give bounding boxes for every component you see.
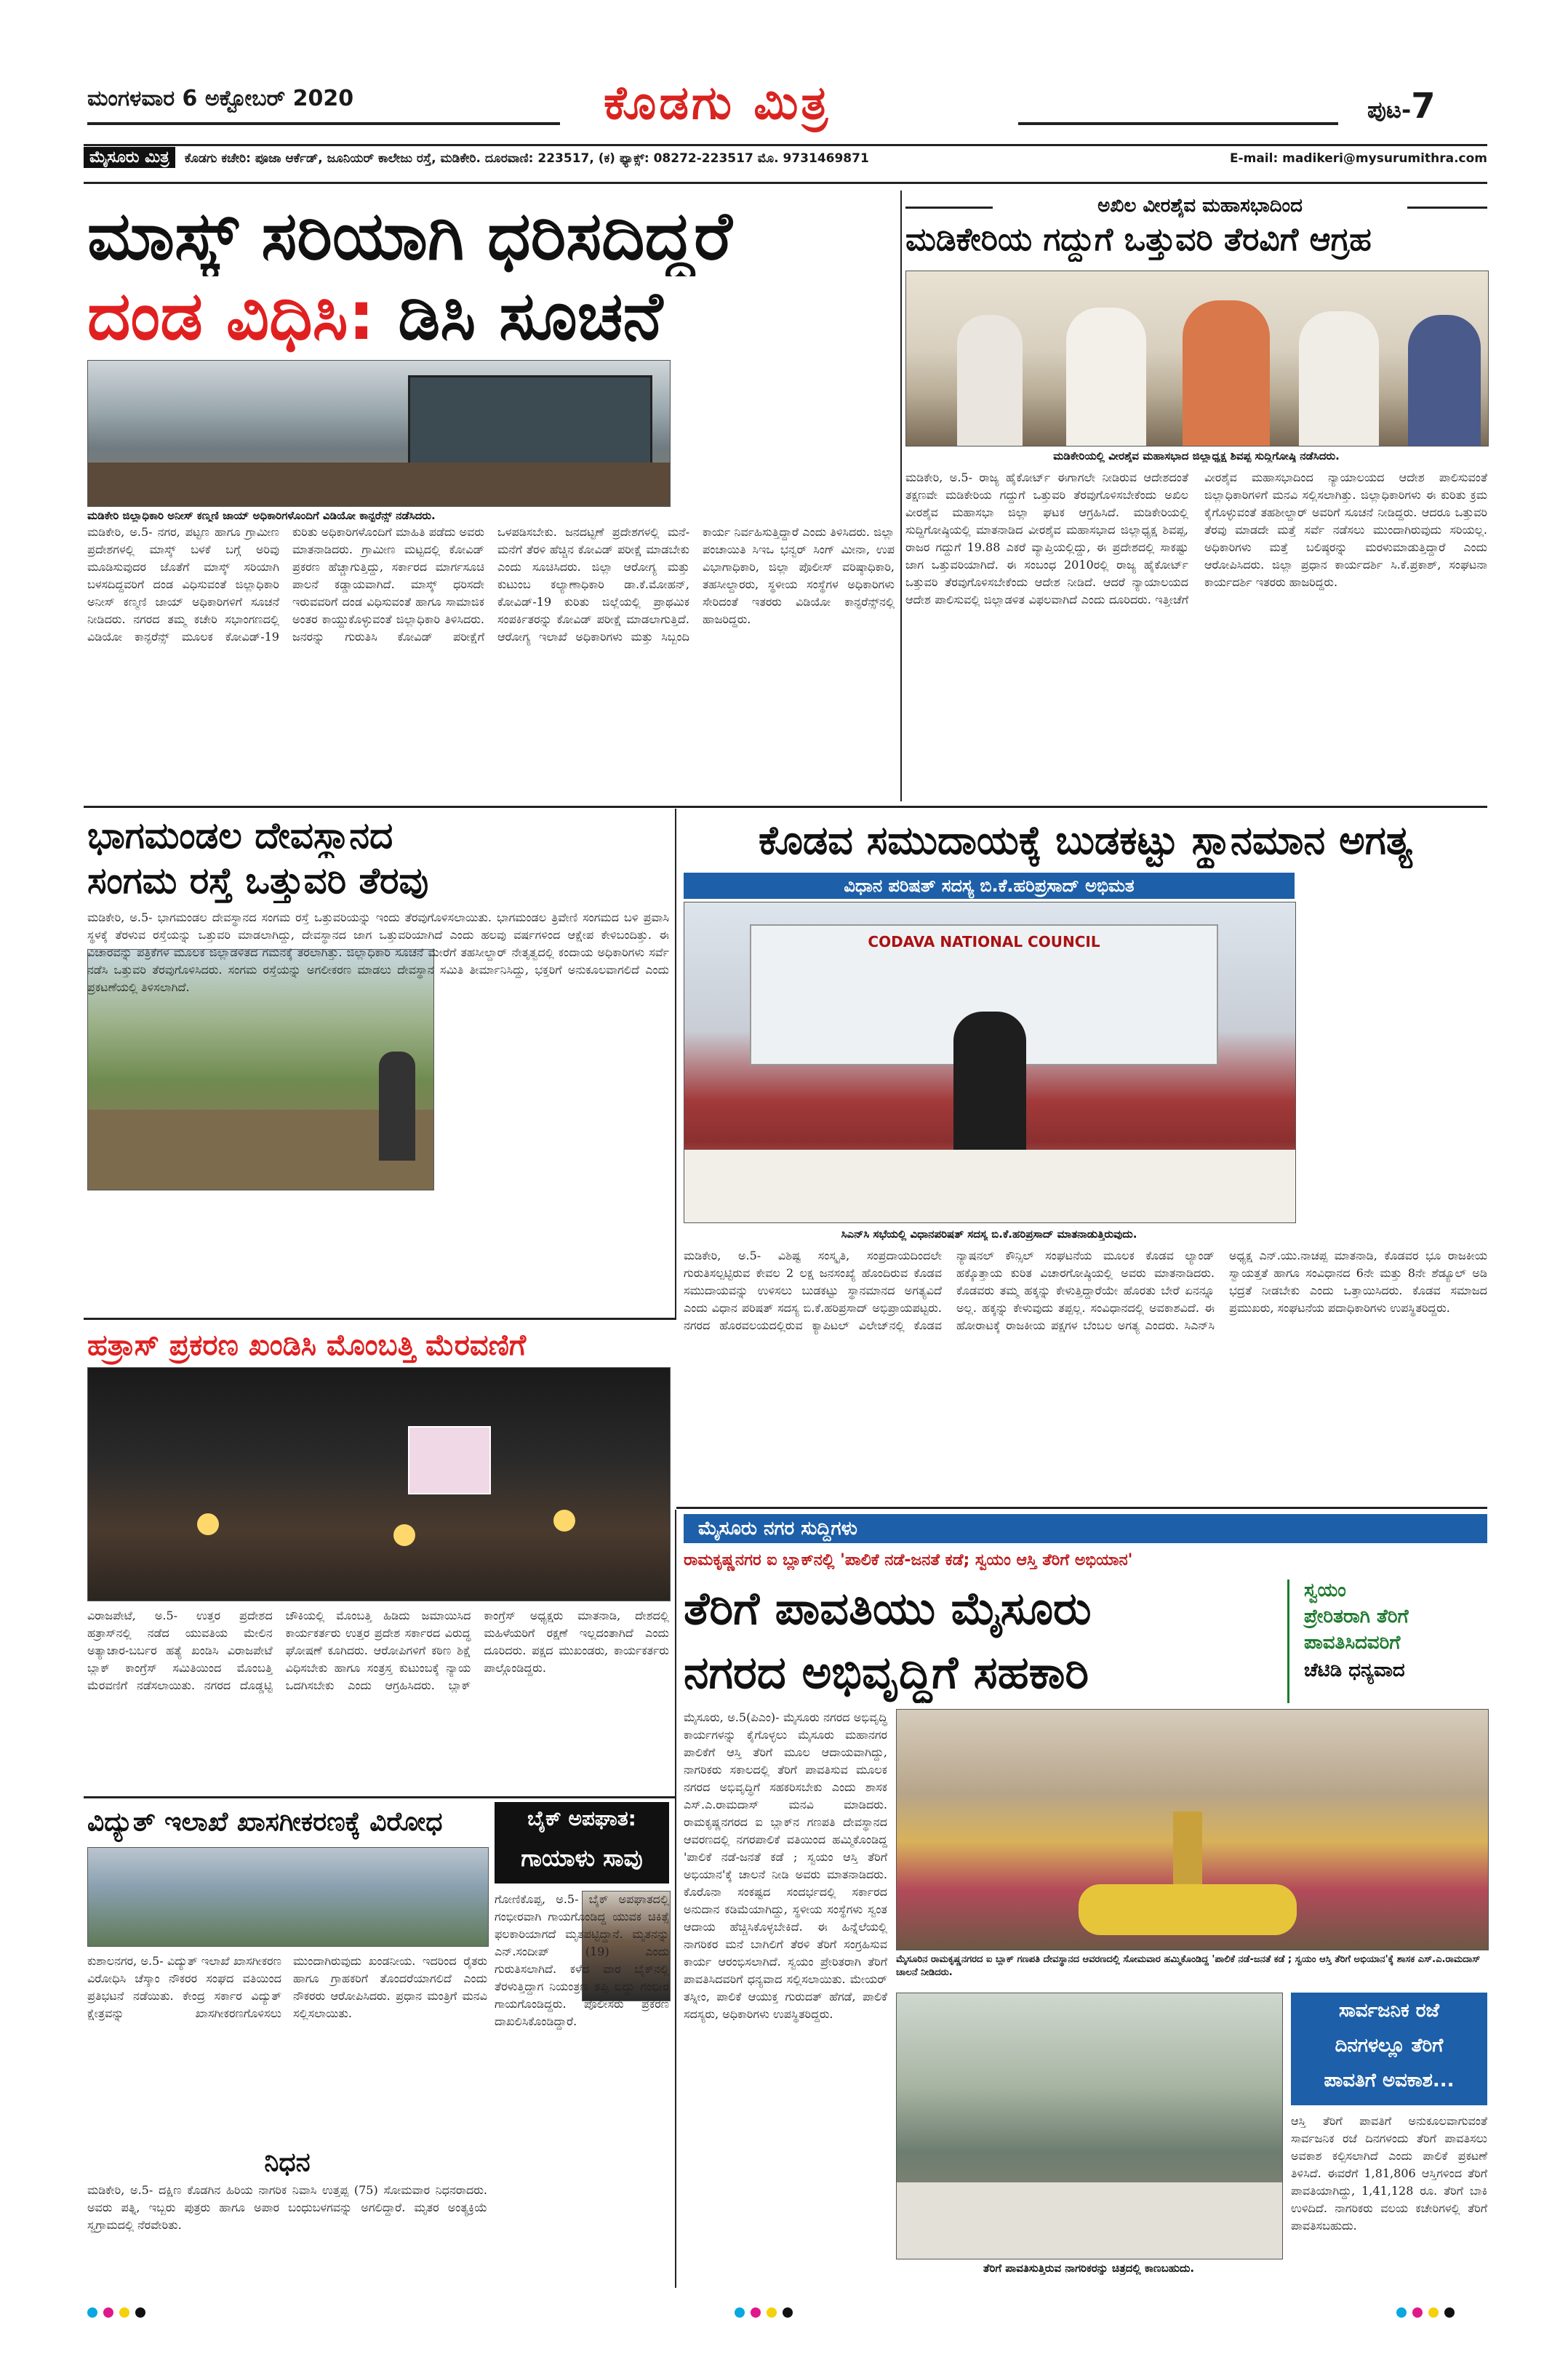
mysuru-side-line-3: ಪಾವತಿಸಿದವರಿಗೆ — [1304, 1632, 1401, 1654]
mysuru-box-body: ಆಸ್ತಿ ತೆರಿಗೆ ಪಾವತಿಗೆ ಅನುಕೂಲವಾಗುವಂತೆ ಸಾರ್ವಜನಿಕ ರಜೆ ದಿನಗಳಂದು ತೆರಿಗೆ ಪಾವತಿಸಲು ಅವಕಾಶ ಕಲ್ಪಿಸಲಾಗಿದೆ ಎಂದು ಪಾಲಿಕೆ ಪ್ರಕಟಣೆ ತಿಳಿಸಿದೆ. ಈವರೆಗೆ 1,81,806 ಆಸ್ತಿಗಳಿಂದ ತೆರಿಗೆ ಪಾವತಿಯಾಗಿದ್ದು, 1,41,128 ರೂ. ತೆರಿಗೆ ಬಾಕಿ ಉಳಿದಿದೆ. ನಾಗರಿಕರು ವಲಯ ಕಚೇರಿಗಳಲ್ಲಿ ತೆರಿಗೆ ಪಾವತಿಸಬಹುದು. — [1291, 2114, 1487, 2233]
column-divider-top — [900, 191, 902, 801]
column-divider-bottom — [675, 1510, 676, 2288]
row-divider-1 — [84, 806, 1487, 808]
story-veerashaiva-kicker: ಅಖಿಲ ವೀರಶೈವ ಮಹಾಸಭಾದಿಂದ — [1097, 195, 1303, 217]
row-divider-3 — [84, 1796, 676, 1798]
photo-person-5 — [1408, 315, 1481, 446]
story-kodava-body-right — [1302, 873, 1487, 1240]
reg-dot-yellow — [119, 2307, 129, 2318]
photo-person-3 — [1183, 300, 1270, 446]
mysuru-side-line-2: ಪ್ರೇರಿತರಾಗಿ ತೆರಿಗೆ — [1304, 1606, 1409, 1628]
photo-poster — [408, 1426, 491, 1494]
mysuru-caption-1: ಮೈಸೂರಿನ ರಾಮಕೃಷ್ಣನಗರದ ಐ ಬ್ಲಾಕ್ ಗಣಪತಿ ದೇವಸ್ಥಾನದ ಆವರಣದಲ್ಲಿ ಸೋಮವಾರ ಹಮ್ಮಿಕೊಂಡಿದ್ದ 'ಪಾಲಿಕೆ ನಡೆ-ಜನತೆ ಕಡೆ ; ಸ್ವಯಂ ಆಸ್ತಿ ತೆರಿಗೆ ಅಭಿಯಾನ'ಕ್ಕೆ ಶಾಸಕ ಎಸ್.ಎ.ರಾಮದಾಸ್ ಚಾಲನೆ ನೀಡಿದರು. — [896, 1954, 1481, 1978]
story-kodava-subhead: ವಿಧಾನ ಪರಿಷತ್ ಸದಸ್ಯ ಬಿ.ಕೆ.ಹರಿಪ್ರಸಾದ್ ಅಭಿಮತ — [684, 873, 1295, 899]
office-address: ಕೊಡಗು ಕಚೇರಿ: ಪೂಜಾ ಆರ್ಕೆಡ್, ಜೂನಿಯರ್ ಕಾಲೇಜು ರಸ್ತೆ, ಮಡಿಕೇರಿ. ದೂರವಾಣಿ: 223517, (ಕ) ಫ್ಯಾಕ್ಸ್: 08272-223517 ಮೊ. 9731469871 — [184, 151, 869, 166]
publisher-strip — [84, 148, 1487, 176]
story-veerashaiva-photo — [905, 271, 1489, 447]
story-kodava-caption: ಸಿಎನ್‌ಸಿ ಸಭೆಯಲ್ಲಿ ವಿಧಾನಪರಿಷತ್ ಸದಸ್ಯ ಬಿ.ಕೆ.ಹರಿಪ್ರಸಾದ್ ಮಾತನಾಡುತ್ತಿರುವುದು. — [841, 1228, 1137, 1241]
reg-dot-black — [135, 2307, 145, 2318]
story-mask-caption: ಮಡಿಕೇರಿ ಜಿಲ್ಲಾಧಿಕಾರಿ ಅನೀಸ್ ಕಣ್ಮಣಿ ಜಾಯ್ ಅಧಿಕಾರಿಗಳೊಂದಿಗೆ ವಿಡಿಯೋ ಕಾನ್ಫರೆನ್ಸ್ ನಡೆಸಿದರು. — [87, 509, 436, 522]
photo-candle-glow-2 — [393, 1524, 415, 1546]
story-mask-body: ಮಡಿಕೇರಿ, ಅ.5- ನಗರ, ಪಟ್ಟಣ ಹಾಗೂ ಗ್ರಾಮೀಣ ಪ್ರದೇಶಗಳಲ್ಲಿ ಮಾಸ್ಕ್ ಬಳಕೆ ಬಗ್ಗೆ ಅರಿವು ಮೂಡಿಸುವುದರ ಜೊತೆಗೆ ಮಾಸ್ಕ್ ಸರಿಯಾಗಿ ಬಳಸದಿದ್ದವರಿಗೆ ದಂಡ ವಿಧಿಸುವಂತೆ ಜಿಲ್ಲಾಧಿಕಾರಿ ಅನೀಸ್ ಕಣ್ಮಣಿ ಜಾಯ್ ಅಧಿಕಾರಿಗಳಿಗೆ ಸೂಚನೆ ನೀಡಿದರು. ನಗರದ ತಮ್ಮ ಕಚೇರಿ ಸಭಾಂಗಣದಲ್ಲಿ ವಿಡಿಯೋ ಕಾನ್ಫರೆನ್ಸ್ ಮೂಲಕ ಕೋವಿಡ್-19 ಕುರಿತು ಅಧಿಕಾರಿಗಳೊಂದಿಗೆ ಮಾಹಿತಿ ಪಡೆದು ಅವರು ಮಾತನಾಡಿದರು. ಗ್ರಾಮೀಣ ಮಟ್ಟದಲ್ಲಿ ಕೋವಿಡ್ ಪ್ರಕರಣ ಹೆಚ್ಚಾಗುತ್ತಿದ್ದು, ಸರ್ಕಾರದ ಮಾರ್ಗಸೂಚಿ ಪಾಲನೆ ಕಡ್ಡಾಯವಾಗಿದೆ. ಮಾಸ್ಕ್ ಧರಿಸದೇ ಇರುವವರಿಗೆ ದಂಡ ವಿಧಿಸುವಂತೆ ಹಾಗೂ ಸಾಮಾಜಿಕ ಅಂತರ ಕಾಯ್ದುಕೊಳ್ಳುವಂತೆ ಜಿಲ್ಲಾಧಿಕಾರಿ ತಿಳಿಸಿದರು. ಜನರನ್ನು ಗುರುತಿಸಿ ಕೋವಿಡ್ ಪರೀಕ್ಷೆಗೆ ಒಳಪಡಿಸಬೇಕು. ಜನದಟ್ಟಣೆ ಪ್ರದೇಶಗಳಲ್ಲಿ ಮನೆ-ಮನೆಗೆ ತೆರಳಿ ಹೆಚ್ಚಿನ ಕೋವಿಡ್ ಪರೀಕ್ಷೆ ಮಾಡಬೇಕು ಎಂದು ಸೂಚಿಸಿದರು. ಜಿಲ್ಲಾ ಆರೋಗ್ಯ ಮತ್ತು ಕುಟುಂಬ ಕಲ್ಯಾಣಾಧಿಕಾರಿ ಡಾ.ಕೆ.ಮೋಹನ್, ಕೋವಿಡ್-19 ಕುರಿತು ಜಿಲ್ಲೆಯಲ್ಲಿ ಪ್ರಾಥಮಿಕ ಸಂಪರ್ಕಿತರನ್ನು ಕೋವಿಡ್ ಪರೀಕ್ಷೆ ಮಾಡಲಾಗುತ್ತಿದೆ. ಆರೋಗ್ಯ ಇಲಾಖೆ ಅಧಿಕಾರಿಗಳು ಮತ್ತು ಸಿಬ್ಬಂದಿ ಕಾರ್ಯ ನಿರ್ವಹಿಸುತ್ತಿದ್ದಾರೆ ಎಂದು ತಿಳಿಸಿದರು. ಜಿಲ್ಲಾ ಪಂಚಾಯಿತಿ ಸಿಇಒ ಭನ್ವರ್ ಸಿಂಗ್ ಮೀನಾ, ಉಪ ವಿಭಾಗಾಧಿಕಾರಿ, ಜಿಲ್ಲಾ ಪೊಲೀಸ್ ವರಿಷ್ಠಾಧಿಕಾರಿ, ತಹಸೀಲ್ದಾರರು, ಸ್ಥಳೀಯ ಸಂಸ್ಥೆಗಳ ಅಧಿಕಾರಿಗಳು ಸೇರಿದಂತೆ ಇತರರು ವಿಡಿಯೋ ಕಾನ್ಫರೆನ್ಸ್‌ನಲ್ಲಿ ಹಾಜರಿದ್ದರು. — [87, 525, 895, 644]
issue-date: ಮಂಗಳವಾರ 6 ಅಕ್ಟೋಬರ್ 2020 — [87, 86, 354, 111]
row-divider-2 — [84, 1318, 676, 1320]
story-bhagamandala-headline-1: ಭಾಗಮಂಡಲ ದೇವಸ್ಥಾನದ — [87, 814, 393, 857]
reg-dot-black — [1444, 2307, 1455, 2318]
story-hathras-headline: ಹತ್ರಾಸ್ ಪ್ರಕರಣ ಖಂಡಿಸಿ ಮೊಂಬತ್ತಿ ಮೆರವಣಿಗೆ — [87, 1329, 527, 1362]
story-veerashaiva-caption: ಮಡಿಕೇರಿಯಲ್ಲಿ ವೀರಶೈವ ಮಹಾಸಭಾದ ಜಿಲ್ಲಾಧ್ಯಕ್ಷ ಶಿವಪ್ಪ ಸುದ್ದಿಗೋಷ್ಠಿ ನಡೆಸಿದರು. — [1053, 449, 1340, 463]
page-label: ಪುಟ- — [1367, 96, 1412, 124]
reg-dot-cyan — [1396, 2307, 1407, 2318]
mysuru-section-label: ಮೈಸೂರು ನಗರ ಸುದ್ದಿಗಳು — [684, 1514, 1487, 1543]
masthead — [0, 0, 1568, 189]
newspaper-title: ಕೊಡಗು ಮಿತ್ರ — [604, 76, 831, 130]
mysuru-caption-2: ತೆರಿಗೆ ಪಾವತಿಸುತ್ತಿರುವ ನಾಗರಿಕರನ್ನು ಚಿತ್ರದಲ್ಲಿ ಕಾಣಬಹುದು. — [983, 2262, 1195, 2275]
story-mask-headline-2 — [87, 276, 895, 356]
reg-dot-magenta — [751, 2307, 761, 2318]
mysuru-side-last: ಚೆಟಿಡಿ ಧನ್ಯವಾದ — [1304, 1660, 1405, 1681]
photo-person-1 — [957, 315, 1023, 446]
mysuru-body: ಮೈಸೂರು, ಅ.5(ಪಿಎಂ)- ಮೈಸೂರು ನಗರದ ಅಭಿವೃದ್ಧಿ ಕಾರ್ಯಗಳನ್ನು ಕೈಗೊಳ್ಳಲು ಮೈಸೂರು ಮಹಾನಗರ ಪಾಲಿಕೆಗೆ ಆಸ್ತಿ ತೆರಿಗೆ ಮೂಲ ಆದಾಯವಾಗಿದ್ದು, ನಾಗರಿಕರು ಸಕಾಲದಲ್ಲಿ ತೆರಿಗೆ ಪಾವತಿಸುವ ಮೂಲಕ ನಗರದ ಅಭಿವೃದ್ಧಿಗೆ ಸಹಕರಿಸಬೇಕು ಎಂದು ಶಾಸಕ ಎಸ್.ಎ.ರಾಮದಾಸ್ ಮನವಿ ಮಾಡಿದರು. ರಾಮಕೃಷ್ಣನಗರದ ಐ ಬ್ಲಾಕ್‌ನ ಗಣಪತಿ ದೇವಸ್ಥಾನದ ಆವರಣದಲ್ಲಿ ನಗರಪಾಲಿಕೆ ವತಿಯಿಂದ ಹಮ್ಮಿಕೊಂಡಿದ್ದ 'ಪಾಲಿಕೆ ನಡೆ-ಜನತೆ ಕಡೆ ; ಸ್ವಯಂ ಆಸ್ತಿ ತೆರಿಗೆ ಅಭಿಯಾನ'ಕ್ಕೆ ಚಾಲನೆ ನೀಡಿ ಅವರು ಮಾತನಾಡಿದರು. ಕೊರೊನಾ ಸಂಕಷ್ಟದ ಸಂದರ್ಭದಲ್ಲಿ ಸರ್ಕಾರದ ಅನುದಾನ ಕಡಿಮೆಯಾಗಿದ್ದು, ಸ್ಥಳೀಯ ಸಂಸ್ಥೆಗಳು ಸ್ವಂತ ಆದಾಯ ಹೆಚ್ಚಿಸಿಕೊಳ್ಳಬೇಕಿದೆ. ಈ ಹಿನ್ನೆಲೆಯಲ್ಲಿ ನಾಗರಿಕರ ಮನೆ ಬಾಗಿಲಿಗೆ ತೆರಳಿ ತೆರಿಗೆ ಸಂಗ್ರಹಿಸುವ ಕಾರ್ಯ ಆರಂಭಿಸಲಾಗಿದೆ. ಸ್ವಯಂ ಪ್ರೇರಿತರಾಗಿ ತೆರಿಗೆ ಪಾವತಿಸಿದವರಿಗೆ ಧನ್ಯವಾದ ಸಲ್ಲಿಸಲಾಯಿತು. ಮೇಯರ್ ತಸ್ನೀಂ, ಪಾಲಿಕೆ ಆಯುಕ್ತ ಗುರುದತ್ ಹೆಗಡೆ, ಪಾಲಿಕೆ ಸದಸ್ಯರು, ಅಧಿಕಾರಿಗಳು ಉಪಸ್ಥಿತರಿದ್ದರು. — [684, 1710, 887, 2021]
story-accident-headline-2: ಗಾಯಾಳು ಸಾವು — [521, 1844, 643, 1872]
obituary-headline: ನಿಧನ — [264, 2147, 311, 2177]
reg-dot-magenta — [1412, 2307, 1423, 2318]
story-kodava-body: ಮಡಿಕೇರಿ, ಅ.5- ವಿಶಿಷ್ಟ ಸಂಸ್ಕೃತಿ, ಸಂಪ್ರದಾಯದಿಂದಲೇ ಗುರುತಿಸಲ್ಪಟ್ಟಿರುವ ಕೇವಲ 2 ಲಕ್ಷ ಜನಸಂಖ್ಯೆ ಹೊಂದಿರುವ ಕೊಡವ ಸಮುದಾಯವನ್ನು ಉಳಿಸಲು ಬುಡಕಟ್ಟು ಸ್ಥಾನಮಾನದ ಅಗತ್ಯವಿದೆ ಎಂದು ವಿಧಾನ ಪರಿಷತ್ ಸದಸ್ಯ ಬಿ.ಕೆ.ಹರಿಪ್ರಸಾದ್ ಅಭಿಪ್ರಾಯಪಟ್ಟರು. ನಗರದ ಹೊರವಲಯದಲ್ಲಿರುವ ಕ್ಯಾಪಿಟಲ್ ವಿಲೇಜ್‌ನಲ್ಲಿ ಕೊಡವ ನ್ಯಾಷನಲ್ ಕೌನ್ಸಿಲ್ ಸಂಘಟನೆಯ ಮೂಲಕ ಕೊಡವ ಲ್ಯಾಂಡ್ ಹಕ್ಕೊತ್ತಾಯ ಕುರಿತ ವಿಚಾರಗೋಷ್ಠಿಯಲ್ಲಿ ಅವರು ಮಾತನಾಡಿದರು. ಕೊಡವರು ತಮ್ಮ ಹಕ್ಕನ್ನು ಕೇಳುತ್ತಿದ್ದಾರೆಯೇ ಹೊರತು ಬೇರೆ ಏನನ್ನೂ ಅಲ್ಲ. ಹಕ್ಕನ್ನು ಕೇಳುವುದು ತಪ್ಪಲ್ಲ. ಸಂವಿಧಾನದಲ್ಲಿ ಅವಕಾಶವಿದೆ. ಈ ಹೋರಾಟಕ್ಕೆ ರಾಜಕೀಯ ಪಕ್ಷಗಳ ಬೆಂಬಲ ಅಗತ್ಯ ಎಂದರು. ಸಿಎನ್‌ಸಿ ಅಧ್ಯಕ್ಷ ಎನ್.ಯು.ನಾಚಪ್ಪ ಮಾತನಾಡಿ, ಕೊಡವರ ಭೂ ರಾಜಕೀಯ ಸ್ವಾಯತ್ತತೆ ಹಾಗೂ ಸಂವಿಧಾನದ 6ನೇ ಮತ್ತು 8ನೇ ಶೆಡ್ಯೂಲ್ ಅಡಿ ಭದ್ರತೆ ನೀಡಬೇಕು ಎಂದು ಒತ್ತಾಯಿಸಿದರು. ಕೊಡವ ಸಮಾಜದ ಪ್ರಮುಖರು, ಸಂಘಟನೆಯ ಪದಾಧಿಕಾರಿಗಳು ಉಪಸ್ಥಿತರಿದ್ದರು. — [684, 1249, 1487, 1332]
mysuru-headline-1: ತೆರಿಗೆ ಪಾವತಿಯು ಮೈಸೂರು — [684, 1582, 1092, 1635]
page-number — [1367, 86, 1436, 127]
row-divider-2b — [676, 1507, 1487, 1509]
mysuru-box-headline — [1291, 1993, 1487, 2105]
reg-dot-cyan — [735, 2307, 745, 2318]
masthead-rule-right — [1018, 122, 1338, 125]
story-veerashaiva-headline: ಮಡಿಕೇರಿಯ ಗದ್ದುಗೆ ಒತ್ತುವರಿ ತೆರವಿಗೆ ಆಗ್ರಹ — [905, 221, 1372, 258]
reg-dot-yellow — [767, 2307, 777, 2318]
story-mask-photo — [87, 360, 671, 507]
obituary-body: ಮಡಿಕೇರಿ, ಅ.5- ದಕ್ಷಿಣ ಕೊಡಗಿನ ಹಿರಿಯ ನಾಗರಿಕ ನಿವಾಸಿ ಉತ್ತಪ್ಪ (75) ಸೋಮವಾರ ನಿಧನರಾದರು. ಅವರು ಪತ್ನಿ, ಇಬ್ಬರು ಪುತ್ರರು ಹಾಗೂ ಅಪಾರ ಬಂಧುಬಳಗವನ್ನು ಅಗಲಿದ್ದಾರೆ. ಮೃತರ ಅಂತ್ಯಕ್ರಿಯೆ ಸ್ವಗ್ರಾಮದಲ್ಲಿ ನೆರವೇರಿತು. — [87, 2183, 487, 2232]
photo-table-shape — [88, 463, 670, 506]
story-bhagamandala-headline-2: ಸಂಗಮ ರಸ್ತೆ ಒತ್ತುವರಿ ತೆರವು — [87, 860, 429, 902]
kicker-rule-right — [1407, 207, 1487, 209]
publisher-name: ಮೈಸೂರು ಮಿತ್ರ — [84, 147, 175, 168]
photo-candle-glow-3 — [553, 1510, 575, 1532]
story-bhagamandala-body: ಮಡಿಕೇರಿ, ಅ.5- ಭಾಗಮಂಡಲ ದೇವಸ್ಥಾನದ ಸಂಗಮ ರಸ್ತೆ ಒತ್ತುವರಿಯನ್ನು ಇಂದು ತೆರವುಗೊಳಿಸಲಾಯಿತು. ಭಾಗಮಂಡಲ ತ್ರಿವೇಣಿ ಸಂಗಮದ ಬಳಿ ಪ್ರವಾಸಿ ಸ್ಥಳಕ್ಕೆ ತೆರಳುವ ರಸ್ತೆಯನ್ನು ಒತ್ತುವರಿ ಮಾಡಲಾಗಿದ್ದು, ದೇವಸ್ಥಾನದ ಜಾಗ ಒತ್ತುವರಿಯಾಗಿದೆ ಎಂದು ಹಲವು ವರ್ಷಗಳಿಂದ ಆಕ್ಷೇಪ ಕೇಳಿಬಂದಿತ್ತು. ಈ ವಿಚಾರವನ್ನು ಪತ್ರಿಕೆಗಳ ಮೂಲಕ ಜಿಲ್ಲಾಡಳಿತದ ಗಮನಕ್ಕೆ ತರಲಾಗಿತ್ತು. ಜಿಲ್ಲಾಧಿಕಾರಿ ಸೂಚನೆ ಮೇರೆಗೆ ತಹಸೀಲ್ದಾರ್ ನೇತೃತ್ವದಲ್ಲಿ ಕಂದಾಯ ಅಧಿಕಾರಿಗಳು ಸರ್ವೆ ನಡೆಸಿ ಒತ್ತುವರಿ ತೆರವುಗೊಳಿಸಿದರು. ಸಂಗಮ ರಸ್ತೆಯನ್ನು ಅಗಲೀಕರಣ ಮಾಡಲು ದೇವಸ್ಥಾನ ಸಮಿತಿ ತೀರ್ಮಾನಿಸಿದ್ದು, ಭಕ್ತರಿಗೆ ಅನುಕೂಲವಾಗಲಿದೆ ಎಂದು ಪ್ರಕಟಣೆಯಲ್ಲಿ ತಿಳಿಸಲಾಗಿದೆ. — [87, 910, 669, 994]
masthead-rule-left — [87, 122, 560, 125]
reg-dot-black — [783, 2307, 793, 2318]
photo-person-4 — [1299, 311, 1379, 446]
print-registration-dots-right — [1396, 2307, 1460, 2321]
masthead-divider — [84, 144, 1487, 146]
photo-screen-shape — [408, 375, 652, 474]
print-registration-dots-center — [735, 2307, 799, 2321]
story-kodava-headline: ಕೊಡವ ಸಮುದಾಯಕ್ಕೆ ಬುಡಕಟ್ಟು ಸ್ಥಾನಮಾನ ಅಗತ್ಯ — [758, 817, 1413, 863]
mysuru-box-headline-1: ಸಾರ್ವಜನಿಕ ರಜೆ — [1338, 2000, 1440, 2022]
mysuru-photo-tax-counter — [896, 1993, 1283, 2259]
mysuru-sidebox — [1287, 1580, 1489, 1703]
photo-person-2 — [1066, 308, 1146, 446]
story-mask-headline-1: ಮಾಸ್ಕ್ ಸರಿಯಾಗಿ ಧರಿಸದಿದ್ದರೆ — [87, 197, 732, 275]
story-accident-body: ಗೋಣಿಕೊಪ್ಪ, ಅ.5- ಬೈಕ್ ಅಪಘಾತದಲ್ಲಿ ಗಂಭೀರವಾಗಿ ಗಾಯಗೊಂಡಿದ್ದ ಯುವಕ ಚಿಕಿತ್ಸೆ ಫಲಕಾರಿಯಾಗದೆ ಮೃತಪಟ್ಟಿದ್ದಾನೆ. ಮೃತನನ್ನು ಎನ್.ಸಂದೀಪ್ (19) ಎಂದು ಗುರುತಿಸಲಾಗಿದೆ. ಕಳೆದ ವಾರ ಬೈಕ್‌ನಲ್ಲಿ ತೆರಳುತ್ತಿದ್ದಾಗ ನಿಯಂತ್ರಣ ತಪ್ಪಿ ಬಿದ್ದು ಗಂಭೀರ ಗಾಯಗೊಂಡಿದ್ದರು. ಪೊಲೀಸರು ಪ್ರಕರಣ ದಾಖಲಿಸಿಕೊಂಡಿದ್ದಾರೆ. — [495, 1892, 669, 2028]
kicker-rule-left — [905, 207, 993, 209]
story-electricity-body: ಕುಶಾಲನಗರ, ಅ.5- ವಿದ್ಯುತ್ ಇಲಾಖೆ ಖಾಸಗೀಕರಣ ವಿರೋಧಿಸಿ ಚೆಸ್ಕಾಂ ನೌಕರರ ಸಂಘದ ವತಿಯಿಂದ ಪ್ರತಿಭಟನೆ ನಡೆಯಿತು. ಕೇಂದ್ರ ಸರ್ಕಾರ ವಿದ್ಯುತ್ ಕ್ಷೇತ್ರವನ್ನು ಖಾಸಗೀಕರಣಗೊಳಿಸಲು ಮುಂದಾಗಿರುವುದು ಖಂಡನೀಯ. ಇದರಿಂದ ರೈತರು ಹಾಗೂ ಗ್ರಾಹಕರಿಗೆ ತೊಂದರೆಯಾಗಲಿದೆ ಎಂದು ನೌಕರರು ಆರೋಪಿಸಿದರು. ಪ್ರಧಾನ ಮಂತ್ರಿಗೆ ಮನವಿ ಸಲ್ಲಿಸಲಾಯಿತು. — [87, 1954, 487, 2020]
photo-flowers-shape — [1079, 1884, 1297, 1935]
column-divider-mid — [675, 809, 676, 1318]
mysuru-side-line-1: ಸ್ವಯಂ — [1304, 1580, 1346, 1601]
story-kodava-photo — [684, 902, 1296, 1223]
photo-table-cloth — [684, 1150, 1295, 1222]
story-accident-headbox — [495, 1802, 669, 1883]
office-email: E-mail: madikeri@mysurumithra.com — [1229, 151, 1487, 166]
photo-counter-table — [897, 2182, 1282, 2259]
story-electricity-headline: ವಿದ್ಯುತ್ ಇಲಾಖೆ ಖಾಸಗೀಕರಣಕ್ಕೆ ವಿರೋಧ — [87, 1807, 443, 1837]
reg-dot-yellow — [1428, 2307, 1439, 2318]
page-num: 7 — [1411, 86, 1436, 127]
mysuru-box-headline-3: ಪಾವತಿಗೆ ಅವಕಾಶ... — [1324, 2070, 1455, 2091]
story-hathras-photo — [87, 1367, 671, 1601]
story-mask-headline-red: ದಂಡ ವಿಧಿಸಿ: — [87, 277, 375, 355]
mysuru-box-headline-2: ದಿನಗಳಲ್ಲೂ ತೆರಿಗೆ — [1335, 2035, 1444, 2057]
story-mask-headline-black: ಡಿಸಿ ಸೂಚನೆ — [398, 277, 663, 355]
story-hathras-body: ವಿರಾಜಪೇಟೆ, ಅ.5- ಉತ್ತರ ಪ್ರದೇಶದ ಹತ್ರಾಸ್‌ನಲ್ಲಿ ನಡೆದ ಯುವತಿಯ ಮೇಲಿನ ಅತ್ಯಾಚಾರ-ಬರ್ಬರ ಹತ್ಯೆ ಖಂಡಿಸಿ ವಿರಾಜಪೇಟೆ ಬ್ಲಾಕ್ ಕಾಂಗ್ರೆಸ್ ಸಮಿತಿಯಿಂದ ಮೊಂಬತ್ತಿ ಮೆರವಣಿಗೆ ನಡೆಸಲಾಯಿತು. ನಗರದ ದೊಡ್ಡಟ್ಟಿ ಚೌಕಿಯಲ್ಲಿ ಮೊಂಬತ್ತಿ ಹಿಡಿದು ಜಮಾಯಿಸಿದ ಕಾರ್ಯಕರ್ತರು ಉತ್ತರ ಪ್ರದೇಶ ಸರ್ಕಾರದ ವಿರುದ್ಧ ಘೋಷಣೆ ಕೂಗಿದರು. ಆರೋಪಿಗಳಿಗೆ ಕಠಿಣ ಶಿಕ್ಷೆ ವಿಧಿಸಬೇಕು ಹಾಗೂ ಸಂತ್ರಸ್ತ ಕುಟುಂಬಕ್ಕೆ ನ್ಯಾಯ ಒದಗಿಸಬೇಕು ಎಂದು ಆಗ್ರಹಿಸಿದರು. ಬ್ಲಾಕ್ ಕಾಂಗ್ರೆಸ್ ಅಧ್ಯಕ್ಷರು ಮಾತನಾಡಿ, ದೇಶದಲ್ಲಿ ಮಹಿಳೆಯರಿಗೆ ರಕ್ಷಣೆ ಇಲ್ಲದಂತಾಗಿದೆ ಎಂದು ದೂರಿದರು. ಪಕ್ಷದ ಮುಖಂಡರು, ಕಾರ್ಯಕರ್ತರು ಪಾಲ್ಗೊಂಡಿದ್ದರು. — [87, 1609, 669, 1692]
mysuru-headline-2: ನಗರದ ಅಭಿವೃದ್ಧಿಗೆ ಸಹಕಾರಿ — [684, 1646, 1089, 1699]
photo-banner-text: CODAVA NATIONAL COUNCIL — [868, 933, 1100, 950]
print-registration-dots-left — [87, 2307, 151, 2321]
story-electricity-photo — [87, 1847, 489, 1947]
story-veerashaiva-body: ಮಡಿಕೇರಿ, ಅ.5- ರಾಜ್ಯ ಹೈಕೋರ್ಟ್ ಈಗಾಗಲೇ ನೀಡಿರುವ ಆದೇಶದಂತೆ ತಕ್ಷಣವೇ ಮಡಿಕೇರಿಯ ಗದ್ದುಗೆ ಒತ್ತುವರಿ ತೆರವುಗೊಳಿಸಬೇಕೆಂದು ಅಖಿಲ ವೀರಶೈವ ಮಹಾಸಭಾ ಜಿಲ್ಲಾ ಘಟಕ ಆಗ್ರಹಿಸಿದೆ. ಮಡಿಕೇರಿಯಲ್ಲಿ ಸುದ್ದಿಗೋಷ್ಠಿಯಲ್ಲಿ ಮಾತನಾಡಿದ ವೀರಶೈವ ಮಹಾಸಭಾದ ಜಿಲ್ಲಾಧ್ಯಕ್ಷ ಶಿವಪ್ಪ, ರಾಜರ ಗದ್ದುಗೆ 19.88 ಎಕರೆ ವ್ಯಾಪ್ತಿಯಲ್ಲಿದ್ದು, ಈ ಪ್ರದೇಶದಲ್ಲಿ ಸಾಕಷ್ಟು ಜಾಗ ಒತ್ತುವರಿಯಾಗಿದೆ. ಈ ಸಂಬಂಧ 2010ರಲ್ಲಿ ರಾಜ್ಯ ಹೈಕೋರ್ಟ್ ಒತ್ತುವರಿ ತೆರವುಗೊಳಿಸಬೇಕೆಂದು ಆದೇಶ ನೀಡಿದೆ. ಆದರೆ ನ್ಯಾಯಾಲಯದ ಆದೇಶ ಪಾಲಿಸುವಲ್ಲಿ ಜಿಲ್ಲಾಡಳಿತ ವಿಫಲವಾಗಿದೆ ಎಂದು ದೂರಿದರು. ಇತ್ತೀಚೆಗೆ ವೀರಶೈವ ಮಹಾಸಭಾದಿಂದ ನ್ಯಾಯಾಲಯದ ಆದೇಶ ಪಾಲಿಸುವಂತೆ ಜಿಲ್ಲಾಧಿಕಾರಿಗಳಿಗೆ ಮನವಿ ಸಲ್ಲಿಸಲಾಗಿತ್ತು. ಜಿಲ್ಲಾಧಿಕಾರಿಗಳು ಈ ಕುರಿತು ಕ್ರಮ ಕೈಗೊಳ್ಳುವಂತೆ ತಹಶೀಲ್ದಾರ್ ಅವರಿಗೆ ಸೂಚನೆ ನೀಡಿದ್ದರು. ಆದರೂ ಒತ್ತುವರಿ ತೆರವು ಮಾಡದೇ ಮತ್ತೆ ಸರ್ವೆ ನಡೆಸಲು ಮುಂದಾಗಿರುವುದು ಸರಿಯಲ್ಲ. ಅಧಿಕಾರಿಗಳು ಮತ್ತೆ ಬಲಿಷ್ಠರನ್ನು ಮರಳುಮಾಡುತ್ತಿದ್ದಾರೆ ಎಂದು ಆರೋಪಿಸಿದರು. ಜಿಲ್ಲಾ ಪ್ರಧಾನ ಕಾರ್ಯದರ್ಶಿ ಸಿ.ಕೆ.ಪ್ರಕಾಶ್, ಸಂಘಟನಾ ಕಾರ್ಯದರ್ಶಿ ಇತರರು ಹಾಜರಿದ್ದರು. — [905, 471, 1487, 606]
photo-candle-glow-1 — [197, 1513, 219, 1535]
story-mask-body-top — [680, 349, 895, 505]
mysuru-photo-ceremony — [896, 1709, 1489, 1950]
story-accident-headline-1: ಬೈಕ್ ಅಪಘಾತ: — [527, 1806, 636, 1830]
reg-dot-cyan — [87, 2307, 97, 2318]
masthead-bottom-rule — [84, 182, 1487, 184]
mysuru-kicker: ರಾಮಕೃಷ್ಣನಗರ ಐ ಬ್ಲಾಕ್‌ನಲ್ಲಿ 'ಪಾಲಿಕೆ ನಡೆ-ಜನತೆ ಕಡೆ; ಸ್ವಯಂ ಆಸ್ತಿ ತೆರಿಗೆ ಅಭಿಯಾನ' — [684, 1551, 1133, 1569]
reg-dot-magenta — [103, 2307, 113, 2318]
